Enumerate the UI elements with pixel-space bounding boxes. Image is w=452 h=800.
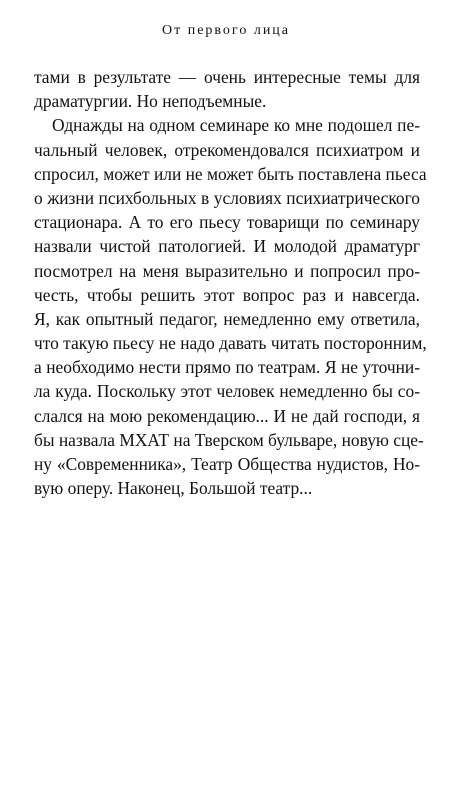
text-line: чальный человек, отрекомендовался психиатром и <box>34 139 420 160</box>
text-line: Однажды на одном семинаре ко мне подошел пе- <box>52 115 420 136</box>
text-line: о жизни психбольных в условиях психиатрического <box>34 187 420 208</box>
text-line: Я, как опытный педагог, немедленно ему ответила, <box>34 308 420 329</box>
text-line: что такую пьесу не надо давать читать посторонним, <box>34 333 427 354</box>
text-line: честь, чтобы решить этот вопрос раз и навсегда. <box>34 284 420 305</box>
paragraph <box>34 113 427 500</box>
paragraph <box>34 65 420 113</box>
text-line: посмотрел на меня выразительно и попросил про- <box>34 260 420 281</box>
text-line: а необходимо нести прямо по театрам. Я не уточни- <box>34 357 420 378</box>
running-head: От первого лица <box>161 23 291 38</box>
text-line: тами в результате — очень интересные темы для <box>34 67 420 87</box>
text-line: драматургии. Но неподъемные. <box>34 91 267 112</box>
text-line: слался на мою рекомендацию... И не дай господи, я <box>34 405 420 426</box>
text-line: вую оперу. Наконец, Большой театр... <box>34 478 313 499</box>
text-line: спросил, может или не может быть поставлена пьеса <box>34 163 427 184</box>
body-text <box>34 65 427 500</box>
text-line: ла куда. Поскольку этот человек немедленно бы со- <box>34 381 420 402</box>
text-line: стационара. А то его пьесу товарищи по семинару <box>34 212 420 233</box>
text-line: ну «Современника», Театр Общества нудистов, Но- <box>34 454 420 474</box>
text-line: бы назвала МХАТ на Тверском бульваре, новую сце- <box>34 429 424 450</box>
text-line: назвали чистой патологией. И молодой драматург <box>34 236 420 257</box>
